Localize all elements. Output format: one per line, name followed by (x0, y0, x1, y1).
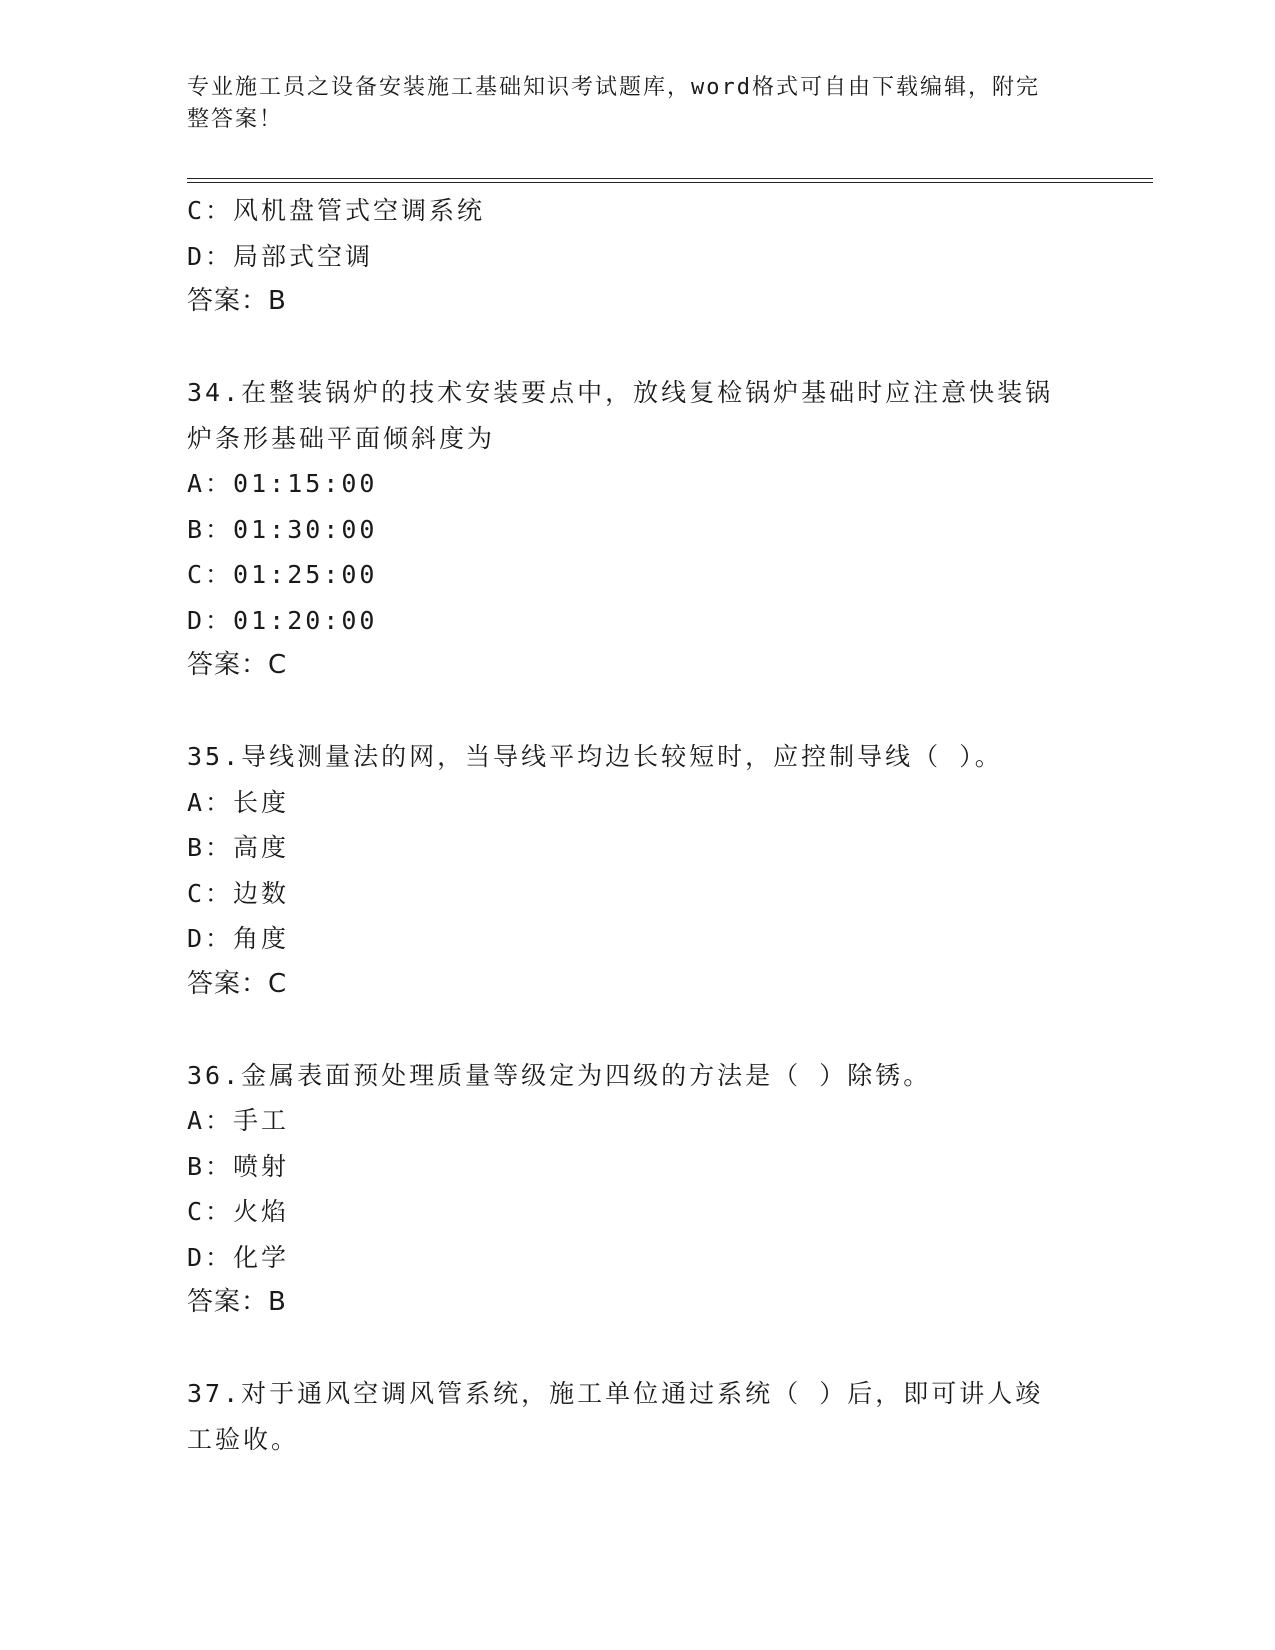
header-divider-top (187, 178, 1153, 179)
option-c: C：风机盘管式空调系统 (187, 196, 486, 225)
answer-label: 答案：B (187, 1287, 287, 1317)
option-d: D：化学 (187, 1242, 290, 1272)
header-line-1: 专业施工员之设备安装施工基础知识考试题库，word格式可自由下载编辑，附完 (187, 75, 1040, 100)
option-d: D：角度 (187, 924, 290, 953)
question-continued (187, 188, 1087, 325)
question-35 (187, 734, 1087, 1007)
option-c: C：边数 (187, 878, 290, 908)
header-divider-bottom (187, 182, 1153, 183)
answer-label: 答案：C (187, 650, 288, 680)
question-stem-line: 34.在整装锅炉的技术安装要点中，放线复检锅炉基础时应注意快装锅 (187, 378, 1054, 407)
option-d: D：01:20:00 (187, 605, 378, 635)
question-stem-line: 36.金属表面预处理质量等级定为四级的方法是（ ）除锈。 (187, 1060, 932, 1090)
option-a: A：手工 (187, 1106, 290, 1135)
option-b: B：高度 (187, 833, 290, 862)
option-a: A：01:15:00 (187, 469, 378, 498)
answer-label: 答案：C (187, 968, 288, 999)
option-a: A：长度 (187, 787, 290, 817)
option-b: B：01:30:00 (187, 514, 378, 544)
spacer (187, 1007, 1087, 1053)
question-stem-line: 35.导线测量法的网，当导线平均边长较短时，应控制导线（ ）。 (187, 742, 1003, 771)
option-c: C：01:25:00 (187, 560, 378, 589)
spacer (187, 1326, 1087, 1372)
spacer (187, 325, 1087, 371)
option-d: D：局部式空调 (187, 241, 374, 271)
question-list (187, 188, 1087, 1462)
question-stem-line: 工验收。 (187, 1424, 300, 1454)
question-stem-line: 炉条形基础平面倾斜度为 (187, 423, 496, 453)
spacer (187, 689, 1087, 735)
option-c: C：火焰 (187, 1197, 290, 1226)
answer-label: 答案：B (187, 286, 287, 316)
option-b: B：喷射 (187, 1151, 290, 1181)
question-36 (187, 1053, 1087, 1326)
header-line-2: 整答案！ (187, 107, 284, 132)
document-header (187, 72, 1067, 136)
question-stem-line: 37.对于通风空调风管系统，施工单位通过系统（ ）后，即可讲人竣 (187, 1379, 1044, 1408)
question-37 (187, 1371, 1087, 1462)
question-34 (187, 370, 1087, 689)
